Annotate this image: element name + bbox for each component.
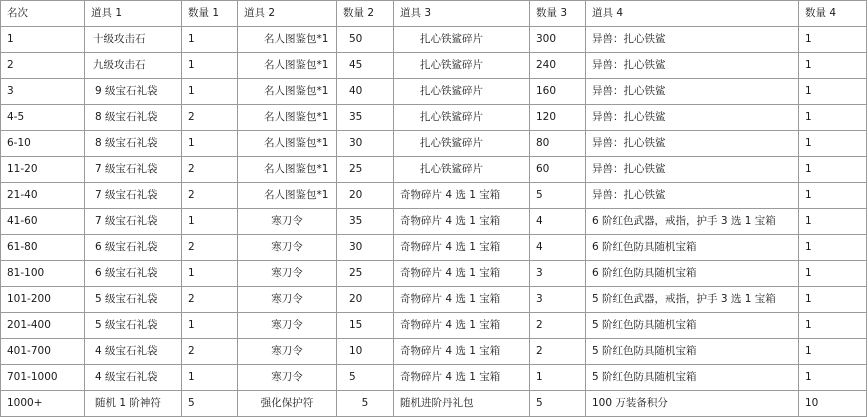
cell-item1: 7 级宝石礼袋: [85, 157, 182, 183]
cell-item4: 异兽：扎心铁鲨: [586, 27, 799, 53]
cell-rank: 41-60: [1, 209, 85, 235]
cell-qty4: 1: [799, 27, 867, 53]
cell-rank: 2: [1, 53, 85, 79]
cell-item1: 随机 1 阶神符: [85, 391, 182, 417]
cell-qty3: 2: [530, 339, 586, 365]
cell-item4: 异兽：扎心铁鲨: [586, 183, 799, 209]
cell-qty3: 240: [530, 53, 586, 79]
cell-qty3: 5: [530, 391, 586, 417]
cell-item2: 寒刀令: [238, 261, 337, 287]
cell-qty3: 4: [530, 209, 586, 235]
cell-item3: 奇物碎片 4 选 1 宝箱: [394, 287, 530, 313]
cell-qty2: 25: [337, 157, 394, 183]
cell-rank: 61-80: [1, 235, 85, 261]
cell-item1: 7 级宝石礼袋: [85, 209, 182, 235]
cell-qty4: 10: [799, 391, 867, 417]
cell-item1: 8 级宝石礼袋: [85, 105, 182, 131]
cell-rank: 4-5: [1, 105, 85, 131]
cell-item4: 5 阶红色武器，戒指，护手 3 选 1 宝箱: [586, 287, 799, 313]
cell-item4: 6 阶红色武器，戒指，护手 3 选 1 宝箱: [586, 209, 799, 235]
cell-item3: 奇物碎片 4 选 1 宝箱: [394, 209, 530, 235]
cell-item1: 十级攻击石: [85, 27, 182, 53]
cell-qty2: 20: [337, 183, 394, 209]
cell-rank: 3: [1, 79, 85, 105]
cell-item2: 名人图鉴包*1: [238, 27, 337, 53]
cell-qty2: 25: [337, 261, 394, 287]
cell-qty1: 2: [182, 235, 238, 261]
cell-item4: 5 阶红色防具随机宝箱: [586, 313, 799, 339]
header-item4: 道具 4: [586, 1, 799, 27]
cell-item2: 名人图鉴包*1: [238, 157, 337, 183]
table-row: [1, 105, 867, 131]
cell-item3: 扎心铁鲨碎片: [394, 105, 530, 131]
cell-item3: 奇物碎片 4 选 1 宝箱: [394, 235, 530, 261]
cell-qty4: 1: [799, 157, 867, 183]
cell-item4: 5 阶红色防具随机宝箱: [586, 339, 799, 365]
cell-qty4: 1: [799, 183, 867, 209]
cell-item2: 寒刀令: [238, 313, 337, 339]
table-body: [1, 27, 867, 417]
cell-qty2: 30: [337, 131, 394, 157]
cell-item2: 强化保护符: [238, 391, 337, 417]
cell-rank: 81-100: [1, 261, 85, 287]
cell-item2: 名人图鉴包*1: [238, 131, 337, 157]
header-qty3: 数量 3: [530, 1, 586, 27]
cell-qty2: 20: [337, 287, 394, 313]
cell-qty1: 1: [182, 27, 238, 53]
cell-item3: 扎心铁鲨碎片: [394, 53, 530, 79]
cell-qty3: 1: [530, 365, 586, 391]
cell-qty1: 1: [182, 313, 238, 339]
cell-qty4: 1: [799, 287, 867, 313]
header-qty2: 数量 2: [337, 1, 394, 27]
cell-item2: 名人图鉴包*1: [238, 105, 337, 131]
cell-qty4: 1: [799, 235, 867, 261]
cell-item3: 奇物碎片 4 选 1 宝箱: [394, 261, 530, 287]
cell-qty2: 30: [337, 235, 394, 261]
cell-item3: 奇物碎片 4 选 1 宝箱: [394, 183, 530, 209]
cell-qty4: 1: [799, 261, 867, 287]
cell-qty2: 45: [337, 53, 394, 79]
table-row: [1, 313, 867, 339]
cell-item2: 寒刀令: [238, 365, 337, 391]
cell-qty4: 1: [799, 79, 867, 105]
cell-rank: 101-200: [1, 287, 85, 313]
cell-item2: 寒刀令: [238, 235, 337, 261]
cell-qty1: 2: [182, 339, 238, 365]
cell-qty2: 40: [337, 79, 394, 105]
cell-qty3: 4: [530, 235, 586, 261]
cell-qty3: 300: [530, 27, 586, 53]
cell-qty3: 80: [530, 131, 586, 157]
cell-qty1: 2: [182, 105, 238, 131]
table-row: [1, 79, 867, 105]
cell-item3: 奇物碎片 4 选 1 宝箱: [394, 365, 530, 391]
cell-item1: 9 级宝石礼袋: [85, 79, 182, 105]
header-row: [1, 1, 867, 27]
table-row: [1, 391, 867, 417]
table-row: [1, 365, 867, 391]
cell-qty1: 5: [182, 391, 238, 417]
cell-qty3: 3: [530, 261, 586, 287]
cell-rank: 401-700: [1, 339, 85, 365]
cell-qty3: 120: [530, 105, 586, 131]
cell-item1: 4 级宝石礼袋: [85, 365, 182, 391]
cell-qty3: 2: [530, 313, 586, 339]
cell-item2: 名人图鉴包*1: [238, 53, 337, 79]
table-row: [1, 157, 867, 183]
cell-qty1: 2: [182, 287, 238, 313]
header-qty1: 数量 1: [182, 1, 238, 27]
cell-item1: 8 级宝石礼袋: [85, 131, 182, 157]
cell-qty1: 1: [182, 131, 238, 157]
table-row: [1, 235, 867, 261]
cell-item1: 6 级宝石礼袋: [85, 235, 182, 261]
cell-item2: 寒刀令: [238, 209, 337, 235]
cell-item2: 名人图鉴包*1: [238, 183, 337, 209]
cell-rank: 1000+: [1, 391, 85, 417]
cell-qty4: 1: [799, 105, 867, 131]
cell-item4: 100 万装备积分: [586, 391, 799, 417]
cell-qty1: 1: [182, 365, 238, 391]
cell-item2: 寒刀令: [238, 339, 337, 365]
cell-item1: 5 级宝石礼袋: [85, 313, 182, 339]
header-item1: 道具 1: [85, 1, 182, 27]
cell-item4: 6 阶红色防具随机宝箱: [586, 235, 799, 261]
header-item2: 道具 2: [238, 1, 337, 27]
header-qty4: 数量 4: [799, 1, 867, 27]
table-row: [1, 53, 867, 79]
cell-item2: 寒刀令: [238, 287, 337, 313]
cell-item3: 扎心铁鲨碎片: [394, 27, 530, 53]
cell-qty2: 5: [337, 391, 394, 417]
table-row: [1, 183, 867, 209]
cell-item4: 异兽：扎心铁鲨: [586, 157, 799, 183]
table-row: [1, 131, 867, 157]
cell-item3: 扎心铁鲨碎片: [394, 157, 530, 183]
cell-qty4: 1: [799, 365, 867, 391]
cell-item4: 异兽：扎心铁鲨: [586, 131, 799, 157]
cell-qty1: 2: [182, 183, 238, 209]
cell-item4: 6 阶红色防具随机宝箱: [586, 261, 799, 287]
cell-item3: 扎心铁鲨碎片: [394, 131, 530, 157]
cell-rank: 201-400: [1, 313, 85, 339]
header-rank: 名次: [1, 1, 85, 27]
cell-rank: 701-1000: [1, 365, 85, 391]
cell-qty4: 1: [799, 339, 867, 365]
cell-rank: 11-20: [1, 157, 85, 183]
cell-qty3: 3: [530, 287, 586, 313]
cell-qty3: 60: [530, 157, 586, 183]
cell-qty3: 160: [530, 79, 586, 105]
table-row: [1, 261, 867, 287]
cell-qty2: 10: [337, 339, 394, 365]
cell-rank: 21-40: [1, 183, 85, 209]
cell-qty2: 50: [337, 27, 394, 53]
cell-item1: 6 级宝石礼袋: [85, 261, 182, 287]
cell-item4: 异兽：扎心铁鲨: [586, 79, 799, 105]
cell-item1: 5 级宝石礼袋: [85, 287, 182, 313]
cell-item3: 随机进阶丹礼包: [394, 391, 530, 417]
cell-qty1: 2: [182, 157, 238, 183]
cell-item1: 4 级宝石礼袋: [85, 339, 182, 365]
cell-item3: 奇物碎片 4 选 1 宝箱: [394, 313, 530, 339]
cell-item3: 奇物碎片 4 选 1 宝箱: [394, 339, 530, 365]
cell-qty1: 1: [182, 53, 238, 79]
cell-rank: 1: [1, 27, 85, 53]
cell-item3: 扎心铁鲨碎片: [394, 79, 530, 105]
cell-qty1: 1: [182, 209, 238, 235]
cell-qty2: 35: [337, 209, 394, 235]
cell-rank: 6-10: [1, 131, 85, 157]
cell-item2: 名人图鉴包*1: [238, 79, 337, 105]
header-item3: 道具 3: [394, 1, 530, 27]
cell-item4: 异兽：扎心铁鲨: [586, 105, 799, 131]
cell-qty2: 15: [337, 313, 394, 339]
table-row: [1, 287, 867, 313]
cell-qty4: 1: [799, 313, 867, 339]
cell-item1: 九级攻击石: [85, 53, 182, 79]
cell-qty2: 5: [337, 365, 394, 391]
cell-qty4: 1: [799, 131, 867, 157]
cell-qty4: 1: [799, 209, 867, 235]
table-row: [1, 27, 867, 53]
cell-qty1: 1: [182, 79, 238, 105]
table-row: [1, 209, 867, 235]
cell-item4: 5 阶红色防具随机宝箱: [586, 365, 799, 391]
cell-qty3: 5: [530, 183, 586, 209]
cell-item1: 7 级宝石礼袋: [85, 183, 182, 209]
cell-qty1: 1: [182, 261, 238, 287]
cell-item4: 异兽：扎心铁鲨: [586, 53, 799, 79]
table-row: [1, 339, 867, 365]
cell-qty2: 35: [337, 105, 394, 131]
cell-qty4: 1: [799, 53, 867, 79]
